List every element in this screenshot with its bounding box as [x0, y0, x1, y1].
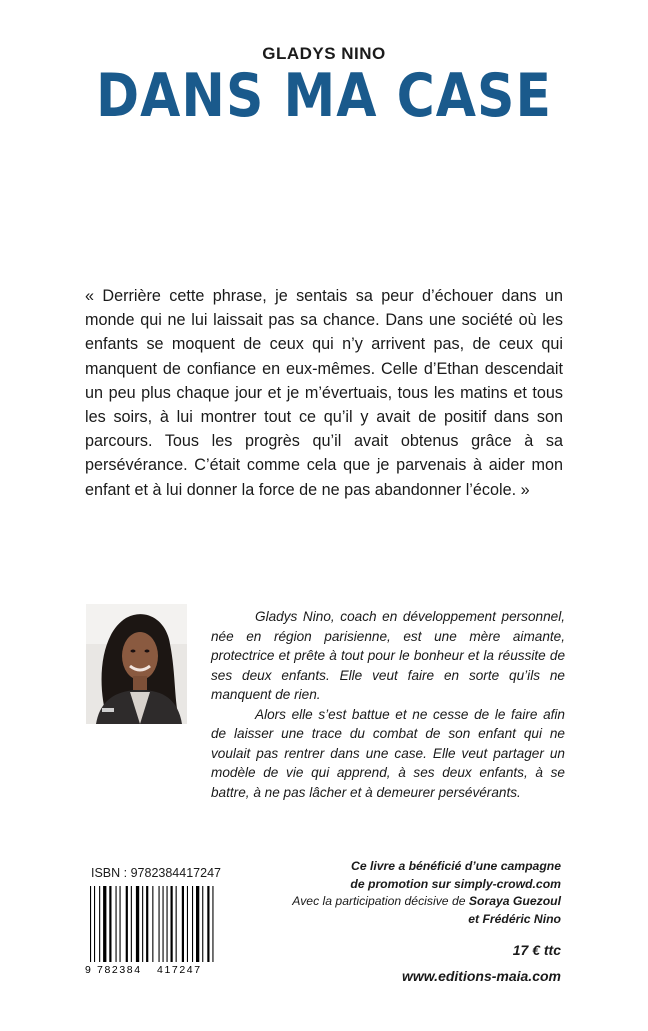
barcode-bar	[109, 886, 111, 962]
promo-line: Ce livre a bénéficié d’une campagne	[351, 859, 561, 873]
barcode-bar	[159, 886, 160, 962]
barcode-bar	[126, 886, 128, 962]
promo-line	[252, 911, 561, 929]
barcode-digit-first: 9	[85, 964, 91, 974]
barcode-bar	[171, 886, 173, 962]
promo-line: de promotion sur simply-crowd.com	[350, 876, 561, 891]
isbn-label: ISBN : 9782384417247	[91, 866, 221, 880]
promo-line	[252, 893, 561, 911]
author-photo	[86, 604, 187, 724]
promotion-credits	[252, 858, 561, 928]
book-title: DANS MA CASE	[96, 62, 552, 131]
barcode-bar	[196, 886, 199, 962]
barcode-bar	[94, 886, 95, 962]
barcode-bar	[182, 886, 184, 962]
barcode	[84, 886, 220, 974]
barcode-bar	[163, 886, 164, 962]
author-name: GLADYS NINO	[262, 44, 386, 63]
book-excerpt: « Derrière cette phrase, je sentais sa peur d’échouer dans un monde qui ne lui laissait pas sa chance. Dans une société où les enfants se moquent de ceux qui n’y arrivent pas, de ceux qui manquent de confiance en eux-mêmes. Celle d’Ethan descendait un peu plus chaque jour et je m’évertuais, tous les matins et tous les soirs, à lui montrer tout ce qu’il y avait de positif dans son parcours. Tous les progrès qu’il avait obtenus grâce à sa persévérance. C’était comme cela que je parvenais à aider mon enfant et à lui donner la force de ne pas abandonner l’école. »	[85, 287, 563, 499]
publisher-website: www.editions-maia.com	[402, 968, 561, 984]
barcode-bar	[212, 886, 213, 962]
price: 17 € ttc	[512, 942, 561, 958]
barcode-bar	[99, 886, 100, 962]
barcode-bar	[120, 886, 121, 962]
promo-name: Frédéric Nino	[482, 911, 561, 926]
barcode-bar	[136, 886, 139, 962]
barcode-bar	[142, 886, 143, 962]
barcode-digits-left: 782384	[97, 964, 142, 974]
author-bio	[211, 607, 565, 802]
barcode-bar	[192, 886, 193, 962]
barcode-bar	[116, 886, 117, 962]
bio-paragraph: Gladys Nino, coach en développement personnel, née en région parisienne, est une mère aimante, protectrice et prête à tout pour le bonheur et la réussite de ses deux enfants. Elle veut faire en sorte qu’ils ne manquent de rien.	[211, 609, 565, 702]
barcode-bar	[187, 886, 188, 962]
barcode-bar	[176, 886, 177, 962]
barcode-bar	[152, 886, 153, 962]
barcode-bar	[207, 886, 209, 962]
barcode-digits-right: 417247	[157, 964, 202, 974]
barcode-bar	[146, 886, 148, 962]
promo-name: Soraya Guezoul	[468, 894, 561, 908]
barcode-bar	[167, 886, 168, 962]
barcode-bar	[90, 886, 91, 962]
barcode-bar	[103, 886, 106, 962]
promo-text: et	[468, 911, 483, 926]
promo-text: Avec la participation décisive de	[292, 894, 469, 908]
bio-paragraph: Alors elle s’est battue et ne cesse de le faire afin de laisser une trace du combat de son enfant qui ne voulait pas rentrer dans une case. Elle veut partager un modèle de vie qui apprend, à ses deux enfants, à se battre, à ne pas lâcher et à demeurer persévérants.	[211, 706, 565, 800]
barcode-bar	[131, 886, 132, 962]
barcode-bar	[202, 886, 203, 962]
